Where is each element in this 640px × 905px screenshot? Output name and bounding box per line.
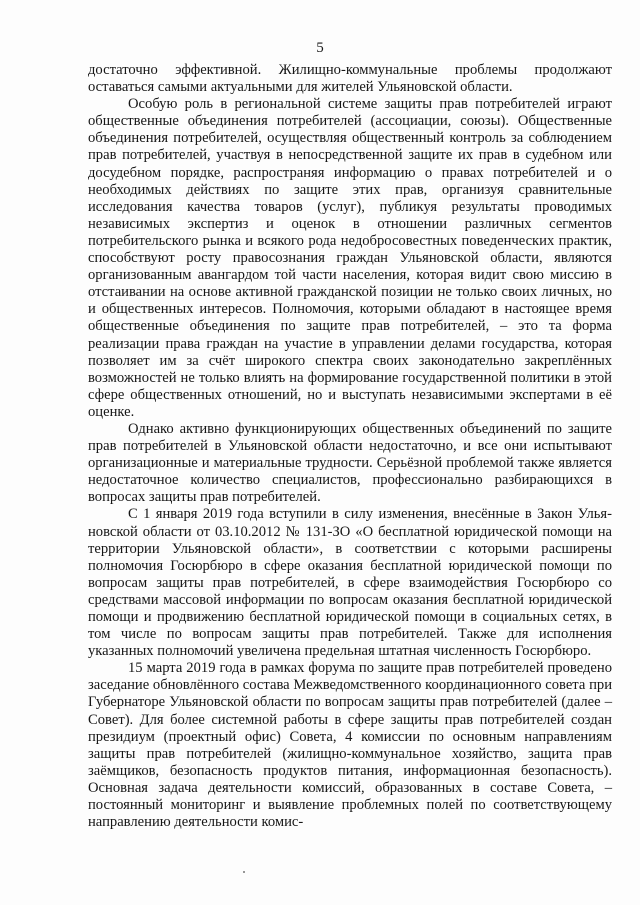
paragraph-public-associations: Особую роль в региональной системе защиты прав потребителей играют общественные объединения потребителей (ассоциации, союзы). Общественные объединения потребителей, осуществляя общественный контроль за соблюдением прав потребителей, участвуя в непосредственной защите их прав в судебном или досудебном порядке, распространяя информацию о правах потребителей и о необходимых действиях по защите этих прав, организуя сравнительные исследования качества товаров (услуг), публикуя результаты проводимых независимых экспертиз и оценок в отношении различных сегментов потребительского рынка и всякого рода недобросовестных поведенческих практик, способствуют росту правосознания граждан Ульяновской области, являются организованным авангардом той части населения, которая видит свою миссию в отстаивании на основе активной гражданской позиции не только своих личных, но и общественных интересов. Полномочия, которыми обладают в настоящее время общественные объединения по защите прав потребителей, – это та форма реализации права граждан на участие в управлении делами государства, которая позволяет им за счёт широкого спектра своих законодательно закреплённых возможностей не только влиять на формирование государственной политики в этой сфере общественных отношений, но и выступать независимыми экспертами в её оценке. (88, 96, 612, 420)
body-text (88, 62, 612, 831)
paragraph-law-amendments: С 1 января 2019 года вступили в силу изменения, внесённые в Закон Ульяновской области от 03.10.2012 № 131-ЗО «О бесплатной юридической помощи на территории Ульяновской области», в соответствии с которыми расширены полномочия Госюрбюро в сфере оказания бесплатной юридической помощи по вопросам защиты прав потребителей, в сфере взаимодействия Госюрбюро со средствами массовой информации по вопросам оказания бесплатной юридической помощи и продвижению бесплатной юридической помощи в социальных сетях, в том числе по вопросам защиты прав потребителей. Также для исполнения указанных полномочий увеличена предельная штатная численность Госюрбюро. (88, 506, 612, 660)
paragraph-council-meeting: 15 марта 2019 года в рамках форума по защите прав потребителей проведено заседание обновлённого состава Межведомственного координационного совета при Губернаторе Ульяновской области по вопросам защиты прав потребителей (далее – Совет). Для более системной работы в сфере защиты прав потребителей создан президиум (проектный офис) Совета, 4 комиссии по основным направлениям защиты прав потребителей (жилищно-коммунальное хозяйство, защита прав заёмщиков, безопасность продуктов питания, информационная безопасность). Основная задача деятельности комиссий, образованных в составе Совета, – постоянный мониторинг и выявление проблемных полей по соответствующему направлению деятельности комис- (88, 660, 612, 831)
page-number: 5 (316, 40, 324, 56)
scan-speck (243, 871, 245, 873)
paragraph-continuation: достаточно эффективной. Жилищно-коммунальные проблемы продолжают оставаться самыми актуальными для жителей Ульяновской области. (88, 62, 612, 96)
paragraph-insufficient-associations: Однако активно функционирующих общественных объединений по защите прав потребителей в Ульяновской области недостаточно, и все они испытывают организационные и материальные трудности. Серьёзной проблемой также является недостаточное количество специалистов, профессионально разбирающихся в вопросах защиты прав потребителей. (88, 420, 612, 506)
